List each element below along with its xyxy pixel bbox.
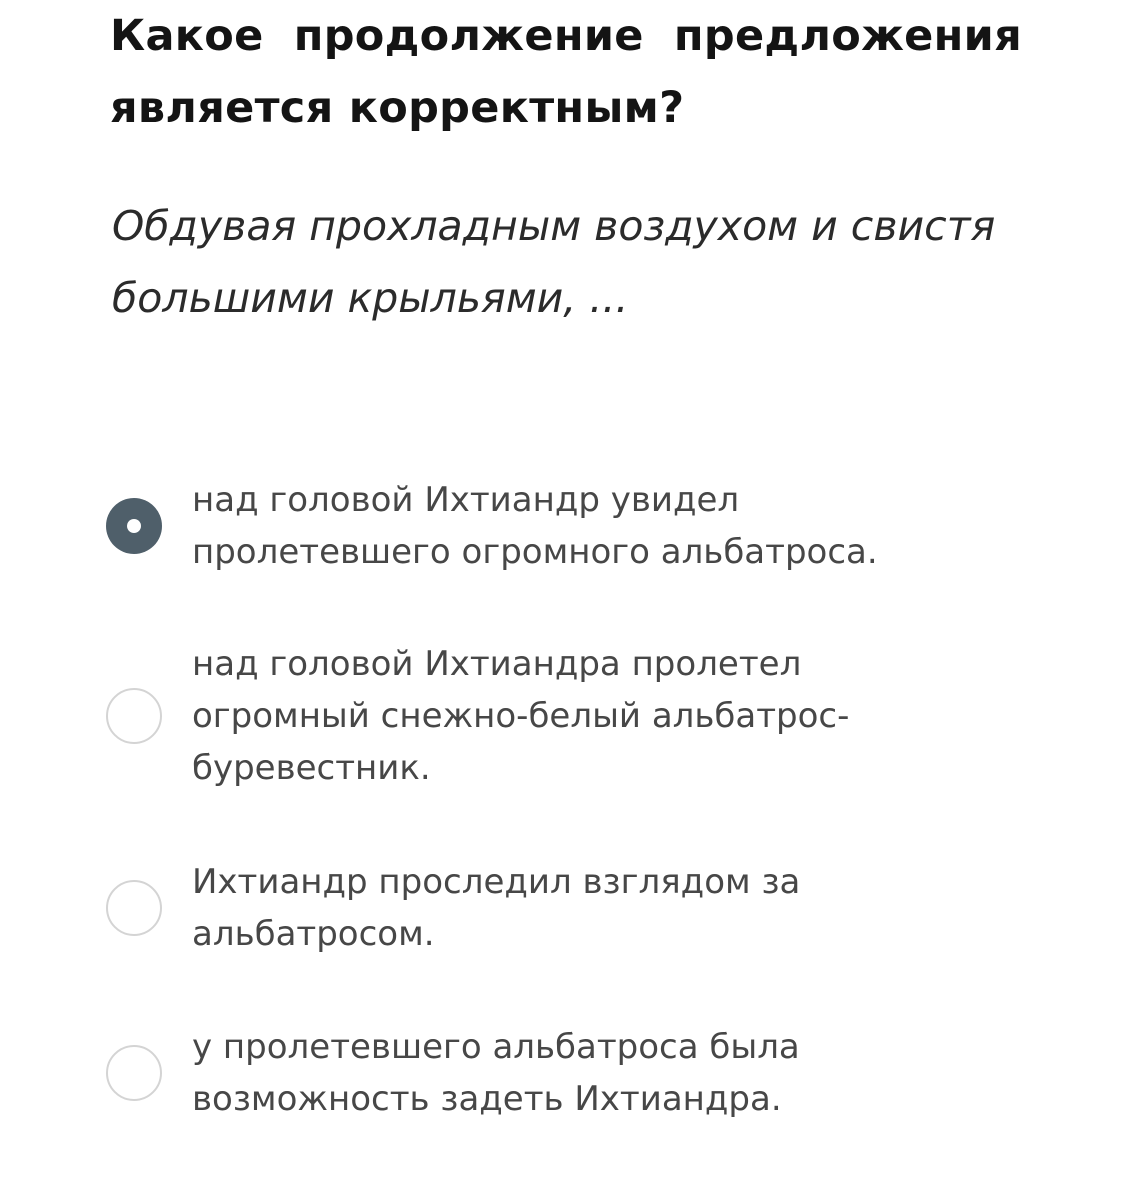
answer-option-3[interactable] (106, 856, 1006, 960)
radio-button-selected[interactable] (106, 498, 162, 554)
answer-option-label: над головой Ихтиандр увидел пролетевшего огромного альбатроса. (192, 480, 878, 572)
answer-option-4[interactable] (106, 1021, 1006, 1125)
answer-option-2[interactable] (106, 638, 1006, 794)
radio-button[interactable] (106, 688, 162, 744)
answer-option-label: у пролетевшего альбатроса была возможность задеть Ихтиандра. (192, 1027, 800, 1119)
answer-option-1[interactable] (106, 474, 1006, 578)
answer-option-label: Ихтиандр проследил взглядом за альбатросом. (192, 862, 801, 954)
radio-button[interactable] (106, 1045, 162, 1101)
question-title: Какое продолжение предложения является корректным? (110, 11, 1022, 133)
radio-button[interactable] (106, 880, 162, 936)
sentence-prompt: Обдувая прохладным воздухом и свистя большими крыльями, ... (112, 202, 996, 322)
answer-option-label: над головой Ихтиандра пролетел огромный снежно-белый альбатрос-буревестник. (192, 644, 850, 788)
